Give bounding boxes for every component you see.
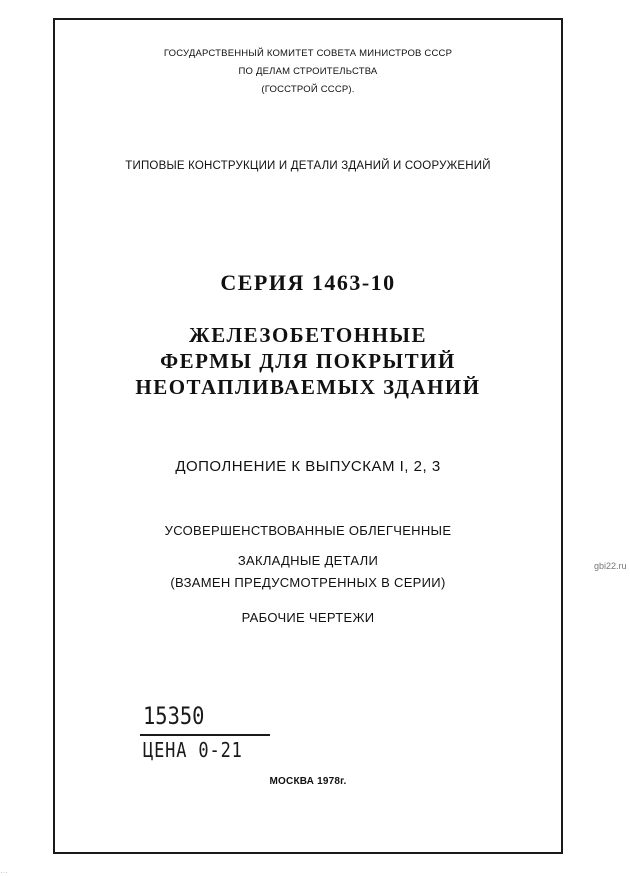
stamp-divider — [140, 734, 270, 736]
stamp-number: 15350 — [143, 702, 205, 730]
subtitle-line-2: ЗАКЛАДНЫЕ ДЕТАЛИ — [237, 553, 379, 568]
subtitle-line-1: УСОВЕРШЕНСТВОВАННЫЕ ОБЛЕГЧЕННЫЕ — [164, 523, 452, 538]
title-line-2: ФЕРМЫ ДЛЯ ПОКРЫТИЙ — [160, 349, 456, 373]
collection-title: ТИПОВЫЕ КОНСТРУКЦИИ И ДЕТАЛИ ЗДАНИЙ И СООРУЖЕНИЙ — [125, 160, 491, 172]
ministry-line-3: (ГОССТРОЙ СССР). — [261, 84, 355, 95]
title-line-3: НЕОТАПЛИВАЕМЫХ ЗДАНИЙ — [135, 375, 481, 399]
page-border — [53, 18, 563, 854]
imprint-city-year: МОСКВА 1978г. — [269, 776, 347, 787]
stamp-price: ЦЕНА 0-21 — [143, 738, 243, 762]
supplement-text: ДОПОЛНЕНИЕ К ВЫПУСКАМ I, 2, 3 — [175, 458, 441, 475]
series-number: СЕРИЯ 1463-10 — [220, 270, 396, 295]
ministry-line-1: ГОСУДАРСТВЕННЫЙ КОМИТЕТ СОВЕТА МИНИСТРОВ СССР — [163, 48, 453, 59]
subtitle-line-3: (ВЗАМЕН ПРЕДУСМОТРЕННЫХ В СЕРИИ) — [170, 575, 446, 590]
title-line-1: ЖЕЛЕЗОБЕТОННЫЕ — [188, 323, 428, 347]
corner-mark: … — [0, 866, 8, 875]
ministry-line-2: ПО ДЕЛАМ СТРОИТЕЛЬСТВА — [238, 66, 378, 77]
working-drawings-label: РАБОЧИЕ ЧЕРТЕЖИ — [241, 610, 375, 625]
watermark-url: gbi22.ru — [594, 561, 627, 571]
